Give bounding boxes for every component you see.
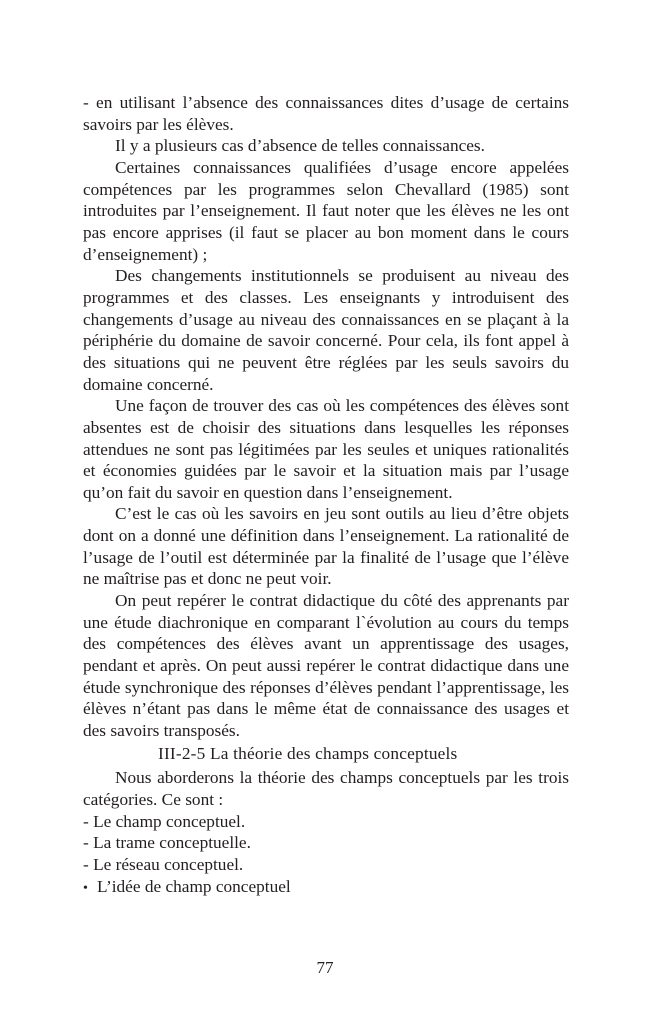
list-item: - Le réseau conceptuel. bbox=[83, 854, 244, 874]
paragraph-continuation: - en utilisant l’absence des connaissances dites d’usage de certains savoirs par les élèves. bbox=[83, 93, 569, 134]
intro-paragraph: Nous aborderons la théorie des champs conceptuels par les trois catégories. Ce sont : bbox=[83, 768, 569, 809]
paragraph: On peut repérer le contrat didactique du côté des apprenants par une étude diachronique en comparant l`évolution au cours du temps des compétences des élèves avant un apprentissage des usages, pendant et après. On peut aussi repérer le contrat didactique dans une étude synchronique des réponses d’élèves pendant l’apprentissage, les élèves n’étant pas dans le même état de connaissance des usages et des savoirs transposés. bbox=[83, 591, 569, 741]
paragraph: Des changements institutionnels se produisent au niveau des programmes et des classes. Les enseignants y introduisent des changements d’usage au niveau des connaissances en se plaçant à la périphérie du domaine de savoir concerné. Pour cela, ils font appel à des situations qui ne peuvent être réglées par les seuls savoirs du domaine concerné. bbox=[83, 266, 569, 394]
bullet-icon: • bbox=[83, 880, 88, 896]
paragraph: Une façon de trouver des cas où les compétences des élèves sont absentes est de choisir des situations dans lesquelles les réponses attendues ne sont pas légitimées par les seules et uniques rationalités et économies guidées par le savoir et la situation mais par l’usage qu’on fait du savoir en question dans l’enseignement. bbox=[83, 396, 569, 502]
paragraph: Certaines connaissances qualifiées d’usage encore appelées compétences par les programmes selon Chevallard (1985) sont introduites par l’enseignement. Il faut noter que les élèves ne les ont pas encore apprises (il faut se placer au bon moment dans le cours d’enseignement) ; bbox=[83, 157, 569, 264]
paragraph: C’est le cas où les savoirs en jeu sont outils au lieu d’être objets dont on a donné une définition dans l’enseignement. La rationalité de l’usage de l’outil est déterminée par la finalité de l’usage que l’élève ne maîtrise pas et donc ne peut voir. bbox=[83, 504, 569, 589]
list-item: - Le champ conceptuel. bbox=[83, 811, 246, 831]
paragraph: Il y a plusieurs cas d’absence de telles connaissances. bbox=[115, 136, 485, 156]
bullet-item-text: L’idée de champ conceptuel bbox=[97, 876, 291, 896]
page-number: 77 bbox=[316, 958, 334, 977]
list-item: - La trame conceptuelle. bbox=[83, 833, 251, 853]
section-heading: III-2-5 La théorie des champs conceptuels bbox=[158, 743, 458, 763]
bullet-item bbox=[83, 876, 569, 900]
page-body bbox=[83, 92, 569, 899]
